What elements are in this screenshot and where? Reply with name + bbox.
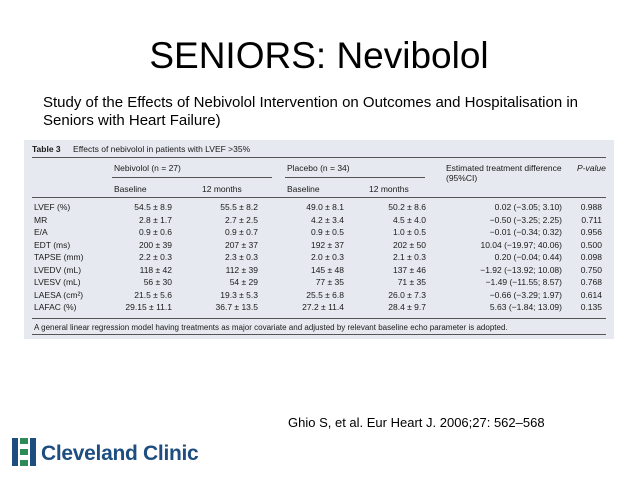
- subheader-placebo-baseline: Baseline: [287, 184, 320, 194]
- cell-estimated-difference: 5.63 (−1.84; 13.09): [489, 302, 562, 312]
- cell-nebivolol-12-months: 55.5 ± 8.2: [220, 202, 258, 212]
- cell-parameter: E/A: [34, 227, 48, 237]
- cell-estimated-difference: −0.66 (−3.29; 1.97): [489, 289, 562, 300]
- cell-parameter: TAPSE (mm): [34, 252, 84, 262]
- cell-estimated-difference: 0.02 (−3.05; 3.10): [494, 202, 562, 212]
- subheader-neb-12-months: 12 months: [202, 184, 242, 194]
- cell-parameter: MR: [34, 214, 48, 225]
- cell-p-value: 0.098: [580, 252, 602, 262]
- cell-p-value: 0.135: [580, 302, 602, 312]
- cell-placebo-baseline: 2.0 ± 0.3: [310, 252, 344, 262]
- cell-placebo-12-months: 4.5 ± 4.0: [392, 214, 426, 225]
- cell-nebivolol-baseline: 0.9 ± 0.6: [138, 227, 172, 237]
- subheader-neb-baseline: Baseline: [114, 184, 147, 194]
- cell-placebo-baseline: 4.2 ± 3.4: [310, 214, 344, 225]
- table-label: Table 3: [32, 144, 61, 154]
- cell-nebivolol-baseline: 54.5 ± 8.9: [134, 202, 172, 212]
- cell-nebivolol-baseline: 29.15 ± 11.1: [125, 302, 172, 312]
- cell-nebivolol-12-months: 0.9 ± 0.7: [224, 227, 258, 237]
- cell-parameter: LVEF (%): [34, 202, 71, 212]
- cell-estimated-difference: −1.49 (−11.55; 8.57): [485, 277, 562, 287]
- slide-title: SENIORS: Nevibolol: [149, 35, 489, 76]
- cell-nebivolol-12-months: 36.7 ± 13.5: [215, 302, 258, 312]
- cell-placebo-baseline: 145 ± 48: [310, 264, 344, 275]
- cell-placebo-12-months: 26.0 ± 7.3: [388, 289, 426, 300]
- table-footnote: A general linear regression model having treatments as major covariate and adjusted by relevant baseline echo parameter is adopted.: [34, 323, 508, 332]
- cell-placebo-12-months: 71 ± 35: [397, 277, 426, 287]
- subheader-placebo-12-months: 12 months: [369, 184, 409, 194]
- cell-estimated-difference: 10.04 (−19.97; 40.06): [480, 239, 562, 250]
- cleveland-clinic-logo: [12, 438, 212, 470]
- cleveland-clinic-mark-icon: [12, 438, 36, 466]
- slide-subtitle: Study of the Effects of Nebivolol Intervention on Outcomes and Hospitalisation in Seniors with Heart Failure): [43, 94, 579, 129]
- cell-p-value: 0.768: [580, 277, 602, 287]
- cell-nebivolol-baseline: 118 ± 42: [139, 264, 172, 275]
- cell-nebivolol-12-months: 19.3 ± 5.3: [220, 289, 258, 300]
- cell-placebo-12-months: 137 ± 46: [392, 264, 426, 275]
- cell-estimated-difference: −1.92 (−13.92; 10.08): [480, 264, 562, 275]
- cell-placebo-12-months: 28.4 ± 9.7: [388, 302, 426, 312]
- cell-placebo-12-months: 1.0 ± 0.5: [392, 227, 426, 237]
- cell-placebo-baseline: 27.2 ± 11.4: [302, 302, 344, 312]
- table-caption: [32, 144, 250, 154]
- cell-nebivolol-12-months: 54 ± 29: [229, 277, 258, 287]
- header-estimated-difference: Estimated treatment difference (95%CI): [446, 163, 562, 183]
- table-top-rule: [32, 157, 606, 158]
- cell-placebo-12-months: 2.1 ± 0.3: [392, 252, 426, 262]
- header-nebivolol: Nebivolol (n = 27): [114, 163, 181, 173]
- cell-nebivolol-12-months: 2.3 ± 0.3: [224, 252, 258, 262]
- cell-parameter: LVEDV (mL): [34, 264, 82, 275]
- cell-p-value: 0.614: [580, 289, 602, 300]
- header-bottom-rule: [32, 197, 606, 198]
- table-bottom-rule: [32, 318, 606, 319]
- cell-p-value: 0.750: [580, 264, 602, 275]
- footnote-rule: [32, 334, 606, 335]
- cell-nebivolol-baseline: 200 ± 39: [138, 239, 172, 250]
- cell-placebo-baseline: 25.5 ± 6.8: [306, 289, 344, 300]
- nebivolol-group-rule: [112, 177, 272, 178]
- cell-placebo-baseline: 192 ± 37: [310, 239, 344, 250]
- cell-placebo-baseline: 0.9 ± 0.5: [310, 227, 344, 237]
- cell-nebivolol-baseline: 2.8 ± 1.7: [138, 214, 172, 225]
- cell-nebivolol-baseline: 56 ± 30: [143, 277, 172, 287]
- cell-parameter: EDT (ms): [34, 239, 71, 250]
- cell-placebo-12-months: 202 ± 50: [392, 239, 426, 250]
- cell-parameter: LAESA (cm²): [34, 289, 84, 300]
- cell-nebivolol-baseline: 2.2 ± 0.3: [138, 252, 172, 262]
- cell-placebo-baseline: 49.0 ± 8.1: [306, 202, 344, 212]
- cell-p-value: 0.711: [581, 214, 602, 225]
- cell-nebivolol-12-months: 112 ± 39: [225, 264, 258, 275]
- cell-estimated-difference: 0.20 (−0.04; 0.44): [494, 252, 562, 262]
- citation: Ghio S, et al. Eur Heart J. 2006;27: 562–568: [288, 415, 545, 430]
- cell-nebivolol-12-months: 2.7 ± 2.5: [224, 214, 258, 225]
- header-placebo: Placebo (n = 34): [287, 163, 350, 173]
- cell-estimated-difference: −0.01 (−0.34; 0.32): [489, 227, 562, 237]
- cell-nebivolol-12-months: 207 ± 37: [224, 239, 258, 250]
- table-caption-text: Effects of nebivolol in patients with LVEF >35%: [73, 144, 251, 154]
- cell-parameter: LVESV (mL): [34, 277, 81, 287]
- header-pvalue: P-value: [577, 163, 606, 173]
- cell-placebo-12-months: 50.2 ± 8.6: [388, 202, 426, 212]
- cell-estimated-difference: −0.50 (−3.25; 2.25): [489, 214, 562, 225]
- cell-p-value: 0.988: [580, 202, 602, 212]
- logo-text: Cleveland Clinic: [41, 442, 199, 465]
- results-table-image: [24, 140, 614, 339]
- cell-nebivolol-baseline: 21.5 ± 5.6: [134, 289, 172, 300]
- placebo-group-rule: [285, 177, 425, 178]
- cell-p-value: 0.500: [580, 239, 602, 250]
- cell-placebo-baseline: 77 ± 35: [315, 277, 344, 287]
- cell-p-value: 0.956: [580, 227, 602, 237]
- cell-parameter: LAFAC (%): [34, 302, 77, 312]
